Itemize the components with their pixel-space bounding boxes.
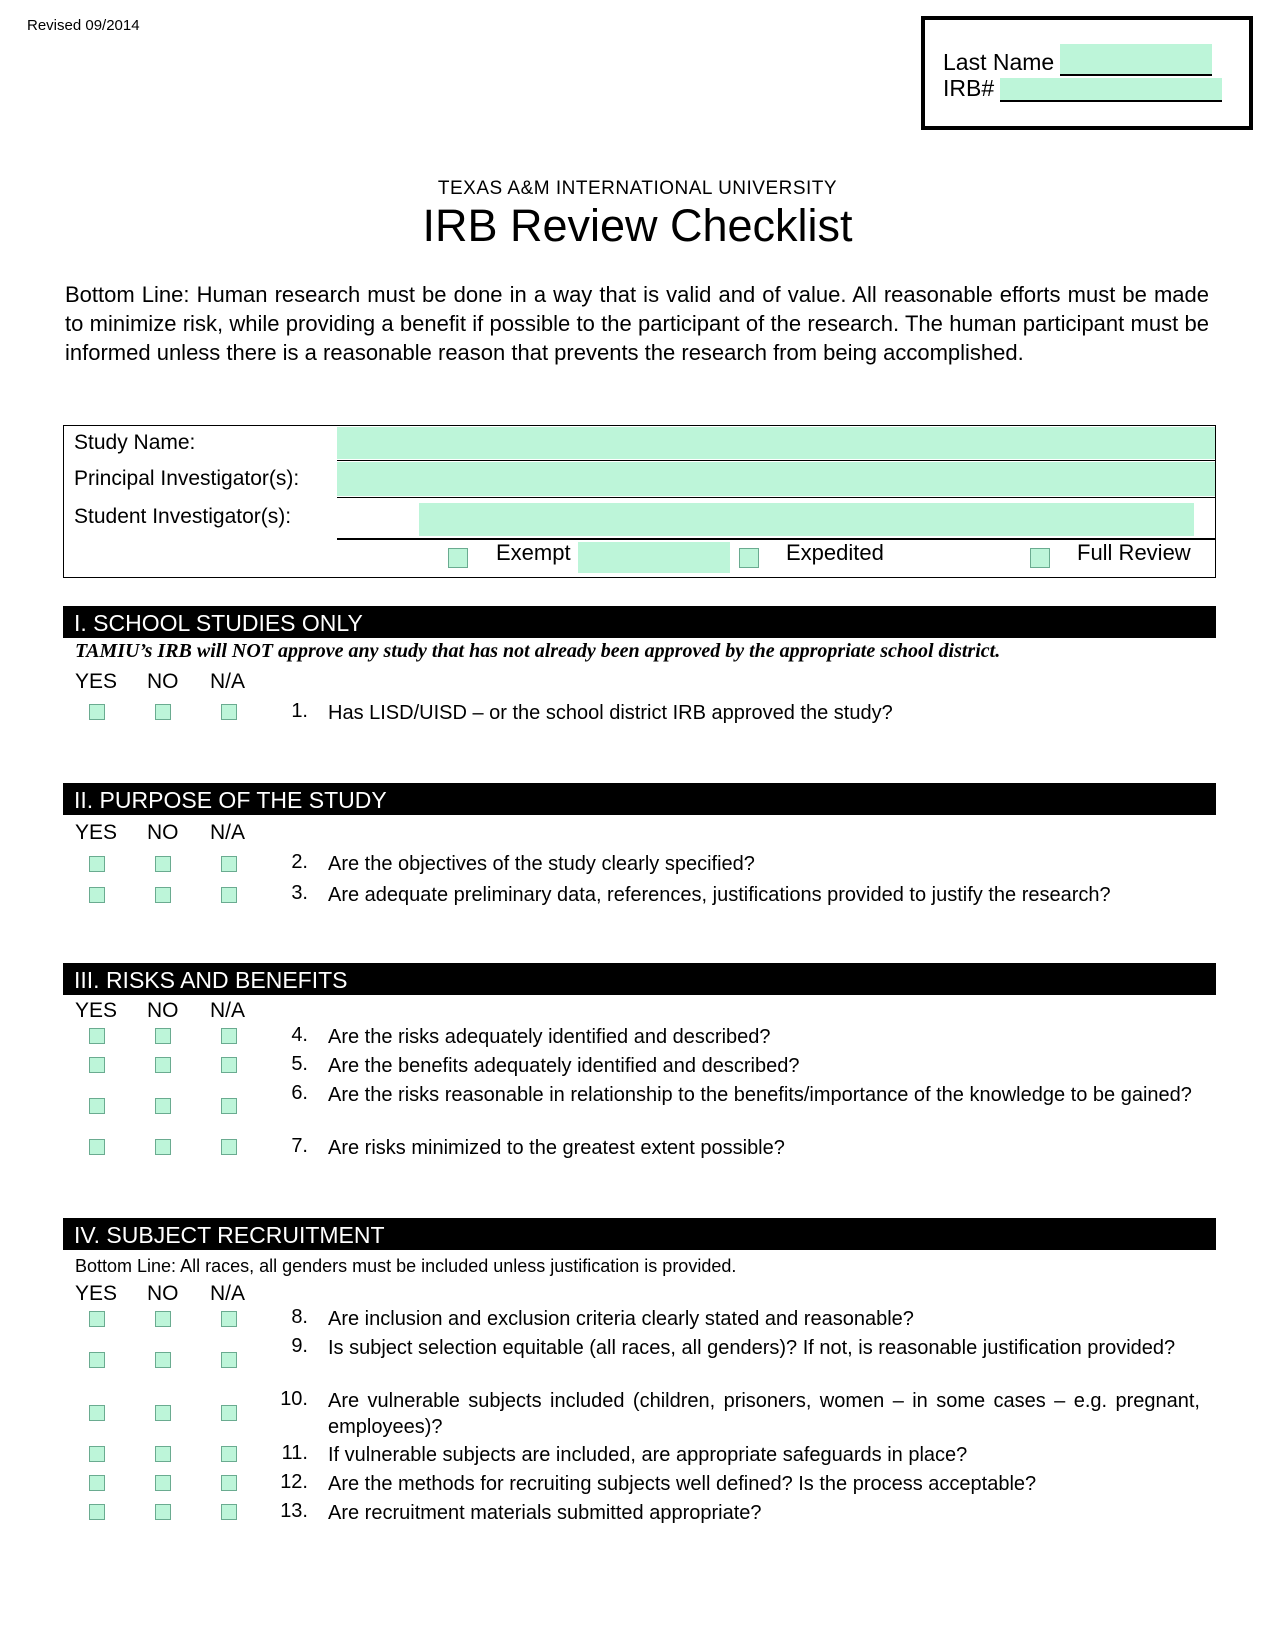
question-text: Are risks minimized to the greatest extent possible? (328, 1137, 785, 1159)
question-text: Are the risks adequately identified and described? (328, 1026, 771, 1048)
divider (337, 460, 1215, 461)
column-header-yes: YES (75, 999, 118, 1022)
student-investigator-label: Student Investigator(s): (74, 505, 292, 528)
intro-paragraph: Bottom Line: Human research must be done in a way that is valid and of value. All reasonable efforts must be made to minimize risk, while providing a benefit if possible to the participant of the research. The human participant must be informed unless there is a reasonable reason that prevents the research from being accomplished. (65, 282, 1209, 365)
expedited-checkbox[interactable] (739, 548, 759, 568)
study-name-label: Study Name: (74, 431, 196, 454)
question-text: Are recruitment materials submitted appropriate? (328, 1502, 762, 1524)
section-header-subject-recruitment: IV. SUBJECT RECRUITMENT (63, 1218, 1216, 1250)
q12-na-checkbox[interactable] (221, 1475, 237, 1491)
full-review-label: Full Review (1077, 540, 1191, 565)
q6-yes-checkbox[interactable] (89, 1098, 105, 1114)
q7-na-checkbox[interactable] (221, 1139, 237, 1155)
exempt-checkbox[interactable] (448, 548, 468, 568)
q6-na-checkbox[interactable] (221, 1098, 237, 1114)
last-name-field[interactable] (1060, 44, 1212, 76)
question-text: Are inclusion and exclusion criteria clearly stated and reasonable? (328, 1308, 914, 1330)
column-header-na: N/A (210, 670, 246, 693)
q4-na-checkbox[interactable] (221, 1028, 237, 1044)
question-text: Are the benefits adequately identified and described? (328, 1055, 800, 1077)
section-note: TAMIU’s IRB will NOT approve any study that has not already been approved by the appropriate school district. (75, 640, 1001, 662)
column-header-yes: YES (75, 1282, 118, 1305)
q11-na-checkbox[interactable] (221, 1446, 237, 1462)
irb-number-row (943, 75, 1222, 102)
exempt-label: Exempt (496, 540, 571, 565)
expedited-label: Expedited (786, 540, 884, 565)
question-number: 13. (280, 1500, 308, 1522)
q13-yes-checkbox[interactable] (89, 1504, 105, 1520)
question-text: Has LISD/UISD – or the school district IRB approved the study? (328, 702, 893, 724)
pi-label: Principal Investigator(s): (74, 467, 300, 490)
q13-no-checkbox[interactable] (155, 1504, 171, 1520)
q9-yes-checkbox[interactable] (89, 1352, 105, 1368)
question-text: Are vulnerable subjects included (children, prisoners, women – in some cases – e.g. pregnant, employees)? (328, 1390, 1200, 1438)
q4-yes-checkbox[interactable] (89, 1028, 105, 1044)
question-number: 5. (291, 1053, 308, 1075)
q9-no-checkbox[interactable] (155, 1352, 171, 1368)
irb-number-label: IRB# (943, 75, 995, 101)
question-number: 4. (291, 1024, 308, 1046)
q3-no-checkbox[interactable] (155, 887, 171, 903)
column-header-no: NO (147, 1282, 179, 1305)
q4-no-checkbox[interactable] (155, 1028, 171, 1044)
pi-field[interactable] (337, 462, 1215, 496)
q7-yes-checkbox[interactable] (89, 1139, 105, 1155)
study-name-field[interactable] (337, 427, 1215, 459)
column-header-no: NO (147, 999, 179, 1022)
column-header-yes: YES (75, 670, 118, 693)
university-name: TEXAS A&M INTERNATIONAL UNIVERSITY (437, 178, 838, 199)
q3-yes-checkbox[interactable] (89, 887, 105, 903)
question-number: 3. (291, 882, 308, 904)
q13-na-checkbox[interactable] (221, 1504, 237, 1520)
column-header-na: N/A (210, 1282, 246, 1305)
q10-na-checkbox[interactable] (221, 1405, 237, 1421)
question-text: Are the objectives of the study clearly specified? (328, 853, 755, 875)
q8-yes-checkbox[interactable] (89, 1311, 105, 1327)
question-number: 10. (280, 1388, 308, 1410)
q1-yes-checkbox[interactable] (89, 704, 105, 720)
q5-yes-checkbox[interactable] (89, 1057, 105, 1073)
question-text: Are the risks reasonable in relationship to the benefits/importance of the knowledge to be gained? (328, 1084, 1192, 1106)
question-number: 9. (291, 1335, 308, 1357)
question-number: 8. (291, 1306, 308, 1328)
question-text: If vulnerable subjects are included, are appropriate safeguards in place? (328, 1444, 968, 1466)
divider (337, 497, 1215, 498)
q9-na-checkbox[interactable] (221, 1352, 237, 1368)
question-number: 11. (281, 1442, 308, 1464)
study-info-table (63, 425, 1216, 578)
column-header-na: N/A (210, 999, 246, 1022)
q2-yes-checkbox[interactable] (89, 856, 105, 872)
question-text: Is subject selection equitable (all races, all genders)? If not, is reasonable justification provided? (328, 1337, 1176, 1359)
last-name-row (943, 44, 1212, 76)
last-name-label: Last Name (943, 49, 1055, 75)
section-header-school-studies: I. SCHOOL STUDIES ONLY (63, 606, 1216, 638)
question-number: 7. (291, 1135, 308, 1157)
question-number: 2. (291, 851, 308, 873)
q2-na-checkbox[interactable] (221, 856, 237, 872)
q8-na-checkbox[interactable] (221, 1311, 237, 1327)
column-header-na: N/A (210, 821, 246, 844)
section-header-risks-benefits: III. RISKS AND BENEFITS (63, 963, 1216, 995)
question-text: Are adequate preliminary data, references, justifications provided to justify the research? (328, 884, 1111, 906)
q5-na-checkbox[interactable] (221, 1057, 237, 1073)
q1-na-checkbox[interactable] (221, 704, 237, 720)
q7-no-checkbox[interactable] (155, 1139, 171, 1155)
q6-no-checkbox[interactable] (155, 1098, 171, 1114)
full-review-checkbox[interactable] (1030, 548, 1050, 568)
question-number: 12. (280, 1471, 308, 1493)
question-text: Are the methods for recruiting subjects well defined? Is the process acceptable? (328, 1473, 1037, 1495)
page-title: IRB Review Checklist (422, 200, 853, 251)
q12-yes-checkbox[interactable] (89, 1475, 105, 1491)
column-header-no: NO (147, 670, 179, 693)
q11-yes-checkbox[interactable] (89, 1446, 105, 1462)
q1-no-checkbox[interactable] (155, 704, 171, 720)
question-number: 6. (291, 1082, 308, 1104)
section-note: Bottom Line: All races, all genders must be included unless justification is provided. (75, 1256, 737, 1276)
q2-no-checkbox[interactable] (155, 856, 171, 872)
column-header-yes: YES (75, 821, 118, 844)
q12-no-checkbox[interactable] (155, 1475, 171, 1491)
question-number: 1. (291, 700, 308, 722)
exempt-category-field[interactable] (578, 542, 730, 573)
id-box (921, 16, 1253, 130)
irb-number-field[interactable] (1000, 78, 1222, 102)
q8-no-checkbox[interactable] (155, 1311, 171, 1327)
q10-yes-checkbox[interactable] (89, 1405, 105, 1421)
q10-no-checkbox[interactable] (155, 1405, 171, 1421)
revision-date: Revised 09/2014 (27, 17, 140, 34)
q11-no-checkbox[interactable] (155, 1446, 171, 1462)
q5-no-checkbox[interactable] (155, 1057, 171, 1073)
q3-na-checkbox[interactable] (221, 887, 237, 903)
section-header-purpose: II. PURPOSE OF THE STUDY (63, 783, 1216, 815)
column-header-no: NO (147, 821, 179, 844)
student-investigator-field[interactable] (419, 503, 1194, 536)
